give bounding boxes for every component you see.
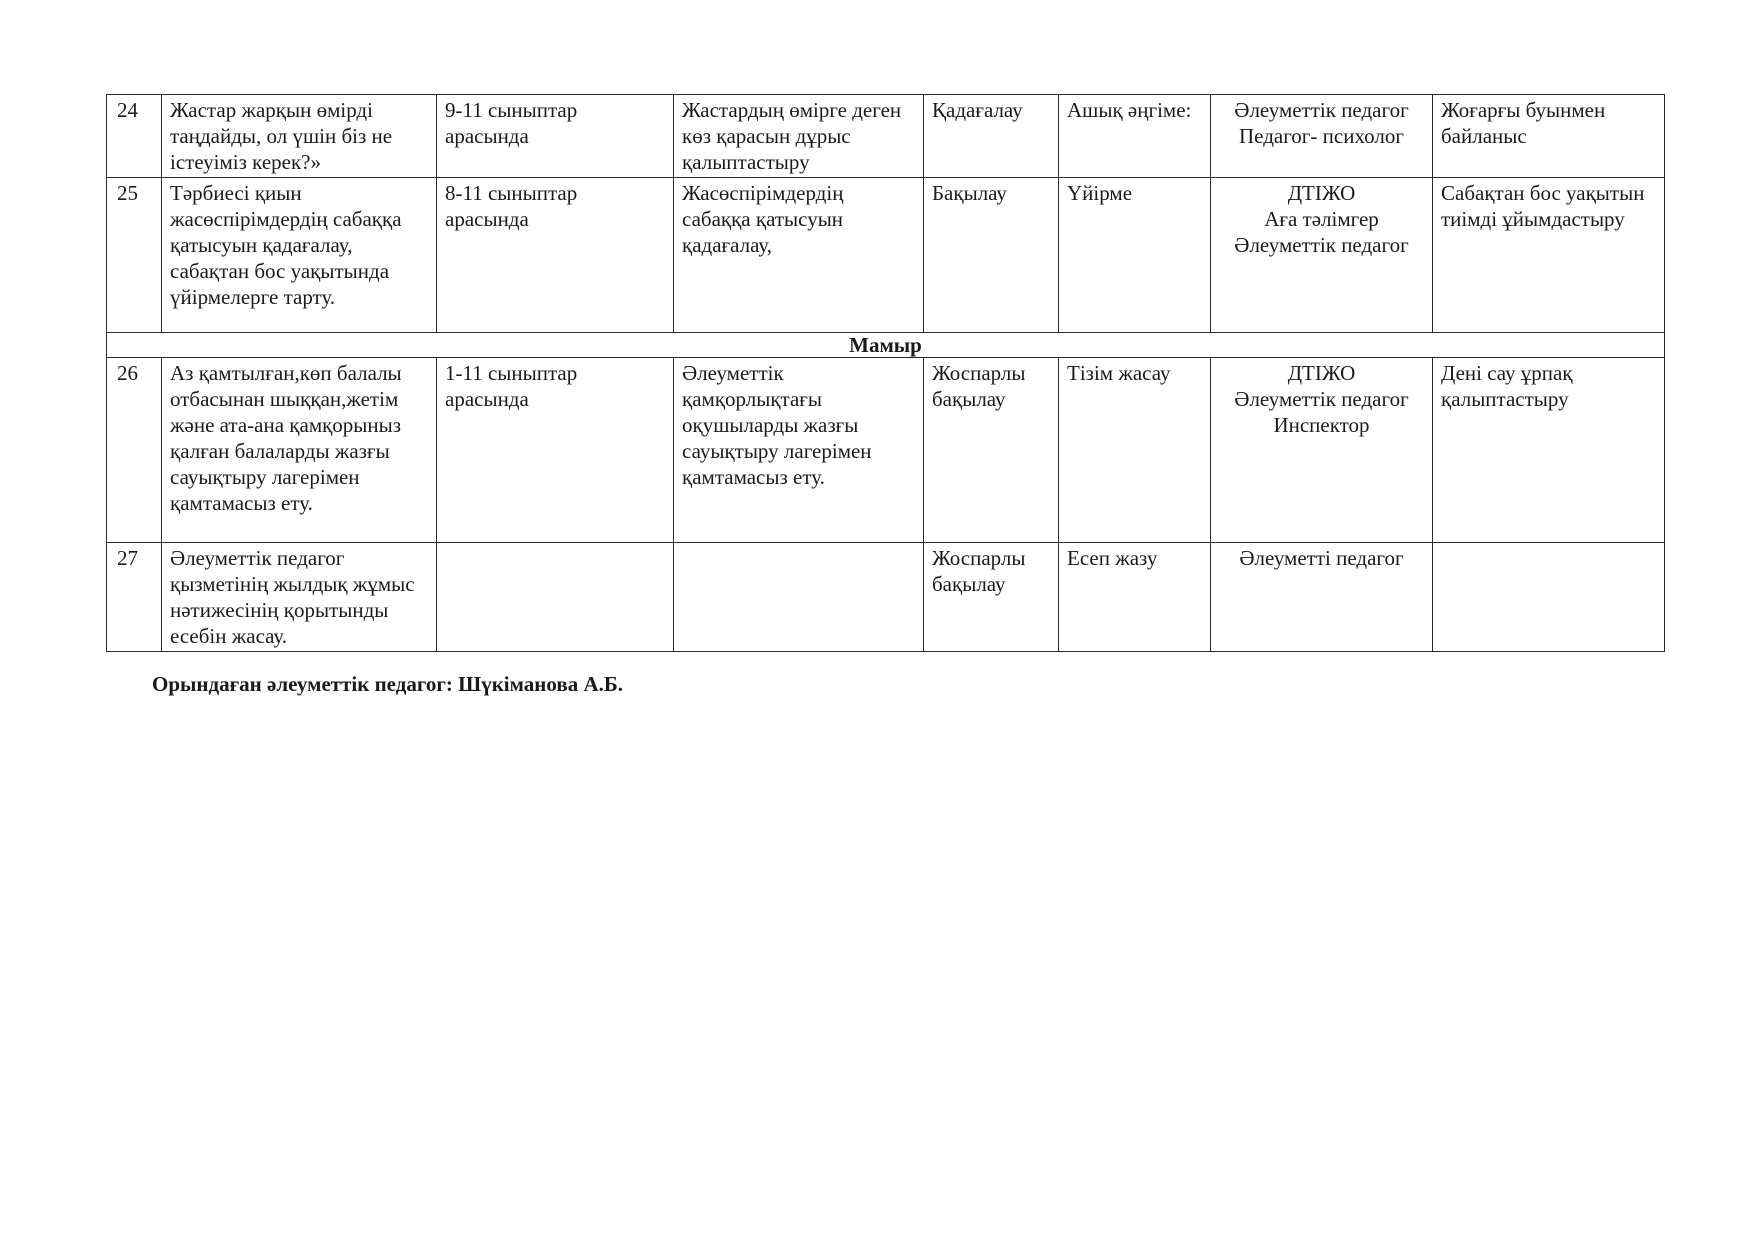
month-header: Мамыр xyxy=(107,333,1665,358)
table-row xyxy=(107,95,1665,178)
form-cell: Үйірме xyxy=(1059,178,1211,333)
responsible-line: ДТІЖО xyxy=(1287,181,1356,205)
responsible-cell xyxy=(1211,543,1433,652)
audience-cell: 9-11 сыныптар арасында xyxy=(437,95,674,178)
form-cell: Есеп жазу xyxy=(1059,543,1211,652)
responsible-line: ДТІЖО xyxy=(1287,361,1356,385)
responsible-line: Педагог- психолог xyxy=(1239,124,1404,148)
result-cell: Сабақтан бос уақытын тиімді ұйымдастыру xyxy=(1433,178,1665,333)
responsible-line: Әлеуметтік педагог xyxy=(1234,387,1409,411)
responsible-line: Әлеуметтік педагог xyxy=(1234,233,1409,257)
result-cell: Жоғарғы буынмен байланыс xyxy=(1433,95,1665,178)
responsible-cell xyxy=(1211,358,1433,543)
audience-cell: 8-11 сыныптар арасында xyxy=(437,178,674,333)
event-cell: Әлеуметтік педагог қызметінің жылдық жұмыс нәтижесінің қорытынды есебін жасау. xyxy=(162,543,437,652)
audience-cell: 1-11 сыныптар арасында xyxy=(437,358,674,543)
goal-cell: Жасөспірімдердің сабаққа қатысуын қадағалау, xyxy=(674,178,924,333)
work-plan-table xyxy=(106,94,1665,652)
control-cell: Қадағалау xyxy=(924,95,1059,178)
signature-line: Орындаған әлеуметтік педагог: Шүкіманова А.Б. xyxy=(152,672,624,696)
goal-cell xyxy=(674,543,924,652)
audience-cell xyxy=(437,543,674,652)
goal-cell: Әлеуметтік қамқорлықтағы оқушыларды жазғы сауықтыру лагерімен қамтамасыз ету. xyxy=(674,358,924,543)
form-cell: Ашық әңгіме: xyxy=(1059,95,1211,178)
row-number: 24 xyxy=(107,95,162,178)
form-cell: Тізім жасау xyxy=(1059,358,1211,543)
goal-cell: Жастардың өмірге деген көз қарасын дұрыс қалыптастыру xyxy=(674,95,924,178)
month-row xyxy=(107,333,1665,358)
result-cell xyxy=(1433,543,1665,652)
table-row xyxy=(107,358,1665,543)
responsible-line: Әлеуметтік педагог xyxy=(1234,98,1409,122)
row-number: 27 xyxy=(107,543,162,652)
table-row xyxy=(107,543,1665,652)
result-cell: Дені сау ұрпақ қалыптастыру xyxy=(1433,358,1665,543)
responsible-line: Инспектор xyxy=(1273,413,1370,437)
row-number: 25 xyxy=(107,178,162,333)
responsible-cell xyxy=(1211,95,1433,178)
responsible-line: Аға тәлімгер xyxy=(1264,207,1379,231)
event-cell: Аз қамтылған,көп балалы отбасынан шыққан,жетім және ата-ана қамқорыныз қалған балаларды жазғы сауықтыру лагерімен қамтамасыз ету. xyxy=(162,358,437,543)
row-number: 26 xyxy=(107,358,162,543)
responsible-cell xyxy=(1211,178,1433,333)
control-cell: Жоспарлы бақылау xyxy=(924,358,1059,543)
control-cell: Жоспарлы бақылау xyxy=(924,543,1059,652)
event-cell: Тәрбиесі қиын жасөспірімдердің сабаққа қатысуын қадағалау, сабақтан бос уақытында үйірмелерге тарту. xyxy=(162,178,437,333)
responsible-line: Әлеуметті педагог xyxy=(1239,546,1404,570)
control-cell: Бақылау xyxy=(924,178,1059,333)
table-row xyxy=(107,178,1665,333)
event-cell: Жастар жарқын өмірді таңдайды, ол үшін біз не істеуіміз керек?» xyxy=(162,95,437,178)
